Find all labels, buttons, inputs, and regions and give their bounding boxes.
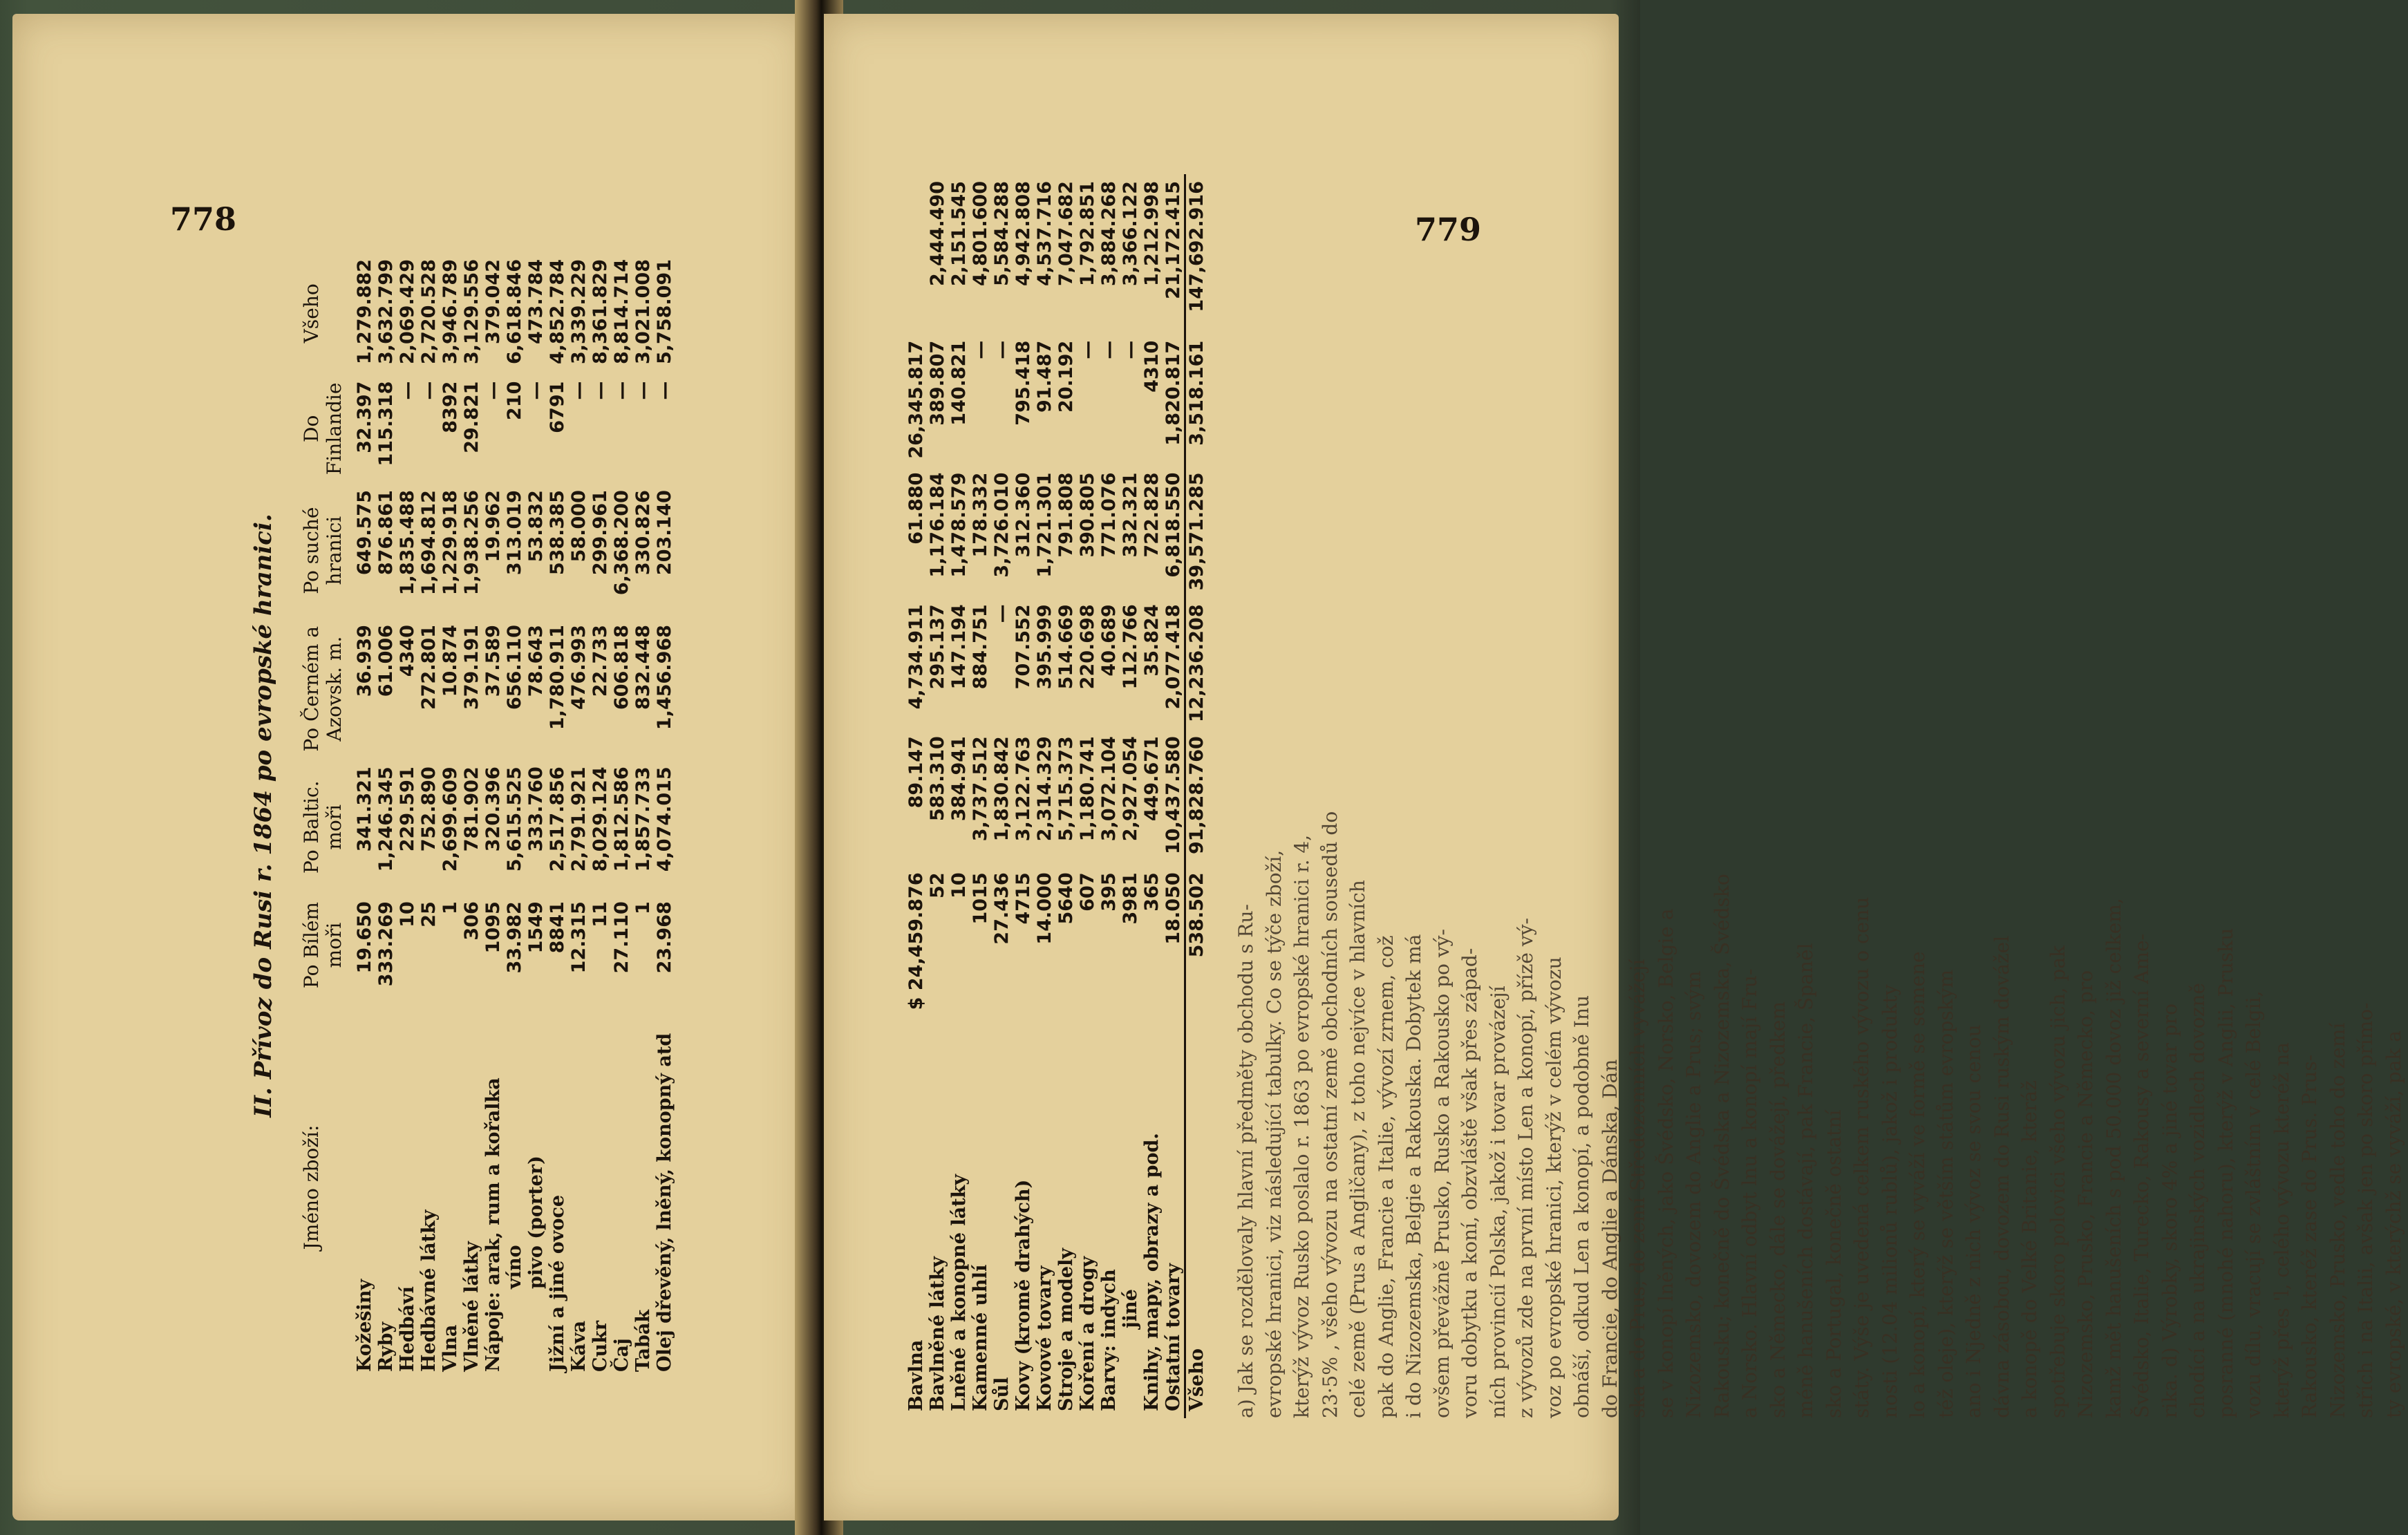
value-cell: 26,345.817: [905, 340, 927, 459]
text-line: Nizozemsko, dovozem do Anglie a Prus; svým: [1682, 970, 1705, 1418]
value-cell: 14.000: [1034, 872, 1055, 945]
value-cell: 20.192: [1055, 340, 1077, 413]
table-row: [547, 252, 568, 1379]
value-cell: 395: [1098, 872, 1120, 912]
value-cell: 35.824: [1141, 604, 1163, 677]
item-name: Ostatní tovary: [1163, 1263, 1184, 1411]
text-line: kterýž přes 'l, celého vývozu kteréž na: [2270, 1042, 2293, 1418]
value-cell: 5,715.373: [1055, 736, 1077, 842]
value-cell: 1015: [970, 872, 991, 925]
item-name: Kožešiny: [354, 1279, 375, 1372]
value-cell: 312.360: [1013, 472, 1034, 558]
text-line: celé země (Prus a Angličany), z toho nejvíce v hlavních: [1346, 880, 1369, 1418]
text-line: Nizozemsko, Prusko, Francie a Německo, pro: [2074, 970, 2097, 1418]
value-cell: 390.805: [1077, 472, 1098, 558]
value-cell: 781.902: [461, 766, 482, 852]
item-name: jiné: [1120, 1289, 1141, 1328]
value-cell: 656.110: [504, 625, 525, 710]
value-cell: 10: [397, 901, 418, 927]
value-cell: 6,618.846: [504, 259, 525, 365]
value-cell: 52: [927, 872, 948, 898]
value-cell: —: [482, 381, 504, 400]
value-cell: 1,229.918: [440, 490, 461, 596]
item-name: Lněné a konopné látky: [948, 1174, 970, 1411]
table-row: [1055, 174, 1077, 1418]
value-cell: 1,857.733: [632, 766, 654, 872]
value-cell: 4715: [1013, 872, 1034, 925]
value-cell: 2,517.856: [547, 766, 568, 872]
text-line: sko a Portugal, konečně ostatní: [1822, 1109, 1845, 1418]
item-name: Hedbávné látky: [418, 1209, 440, 1372]
value-cell: 1,835.488: [397, 490, 418, 596]
item-name: Kovové tovary: [1034, 1265, 1055, 1411]
value-cell: 12,236.208: [1185, 597, 1208, 729]
left-page: [12, 14, 807, 1520]
value-cell: 1,478.579: [948, 472, 970, 578]
value-cell: 23.968: [654, 901, 675, 974]
value-cell: 6,368.200: [611, 490, 632, 596]
column-header: Po Baltic. moři: [300, 780, 346, 874]
value-cell: 4,537.716: [1034, 181, 1055, 287]
value-cell: 607: [1077, 872, 1098, 912]
value-cell: 8,361.829: [590, 259, 611, 365]
text-line: a konopě do Velké Britanie, kteráž: [2018, 1080, 2041, 1418]
item-name: Cukr: [590, 1320, 611, 1372]
value-cell: —: [525, 381, 547, 400]
value-cell: 384.941: [948, 736, 970, 822]
value-cell: —: [397, 381, 418, 400]
value-cell: 3,946.789: [440, 259, 461, 365]
value-cell: 8392: [440, 381, 461, 433]
table-row: [375, 252, 397, 1379]
value-cell: 4,734.911: [905, 604, 927, 710]
value-cell: 2,077.418: [1163, 604, 1184, 710]
value-cell: —: [1098, 340, 1120, 359]
value-cell: 4,942.808: [1013, 181, 1034, 287]
value-cell: 37.589: [482, 625, 504, 697]
value-cell: 1,780.911: [547, 625, 568, 731]
value-cell: 649.575: [354, 490, 375, 576]
value-cell: 3,129.556: [461, 259, 482, 365]
table-row: [611, 252, 632, 1379]
table-title: II. Přívoz do Rusi r. 1864 po evropské hranici.: [250, 514, 277, 1118]
table-row: [970, 174, 991, 1418]
table-row: [948, 174, 970, 1418]
value-cell: 4310: [1141, 340, 1163, 393]
value-cell: 272.801: [418, 625, 440, 710]
column-header: Po Bílém moři: [300, 902, 346, 989]
value-cell: 389.807: [927, 340, 948, 426]
value-cell: 11: [590, 901, 611, 927]
value-cell: 1,721.301: [1034, 472, 1055, 578]
value-cell: 5,584.288: [991, 181, 1013, 287]
page-number: 778: [170, 200, 237, 238]
value-cell: 4,074.015: [654, 766, 675, 872]
value-cell: 1: [440, 901, 461, 915]
table-row: [440, 252, 461, 1379]
table-row: [354, 252, 375, 1379]
value-cell: 3,072.104: [1098, 736, 1120, 842]
table-row: [905, 174, 927, 1418]
value-cell: 3,518.161: [1185, 334, 1208, 466]
value-cell: 2,927.054: [1120, 736, 1141, 842]
table-row: [991, 174, 1013, 1418]
value-cell: 1,180.741: [1077, 736, 1098, 842]
item-name: Koření a drogy: [1077, 1256, 1098, 1411]
left-rotated-content: [247, 252, 787, 1379]
value-cell: 8,029.124: [590, 766, 611, 872]
value-cell: 178.332: [970, 472, 991, 558]
value-cell: 333.269: [375, 901, 397, 987]
value-cell: 449.671: [1141, 736, 1163, 822]
value-cell: 210: [504, 381, 525, 420]
value-cell: 140.821: [948, 340, 970, 426]
item-name: Nápoje: arak, rum a kořalka: [482, 1077, 504, 1372]
value-cell: 395.999: [1034, 604, 1055, 690]
value-cell: 583.310: [927, 736, 948, 822]
value-cell: 299.961: [590, 490, 611, 576]
value-cell: 1: [632, 901, 654, 915]
value-cell: 1095: [482, 901, 504, 954]
value-cell: 379.191: [461, 625, 482, 710]
item-name: Tabák: [632, 1309, 654, 1372]
table-row: [568, 252, 590, 1379]
value-cell: 5640: [1055, 872, 1077, 925]
value-cell: 3,122.763: [1013, 736, 1034, 842]
value-cell: 2,720.528: [418, 259, 440, 365]
value-cell: 1,212.998: [1141, 181, 1163, 287]
value-cell: 203.140: [654, 490, 675, 576]
item-name: víno: [504, 1245, 525, 1289]
value-cell: 1,279.882: [354, 259, 375, 365]
import-table-continued: [905, 174, 1207, 1418]
text-line: méně hanušeních dostávají, pak Francie, Španěl: [1794, 943, 1817, 1418]
value-cell: 89.147: [905, 736, 927, 809]
value-cell: 514.669: [1055, 604, 1077, 690]
table-row: [1120, 174, 1141, 1418]
value-cell: 1,246.345: [375, 766, 397, 872]
column-header: Všeho: [300, 283, 323, 343]
value-cell: 2,699.609: [440, 766, 461, 872]
text-line: Rakousku; konečně do Švédska a Nizozemska, Švédsko: [1710, 874, 1733, 1418]
table-row: [1141, 174, 1163, 1418]
value-cell: 36.939: [354, 625, 375, 697]
column-header: Po suché hranici: [300, 507, 346, 594]
value-cell: 32.397: [354, 381, 375, 453]
value-cell: 3,884.268: [1098, 181, 1120, 287]
value-cell: 832.448: [632, 625, 654, 710]
text-line: a) Jak se rozdělovaly hlavní předměty obchodu s Ru-: [1234, 904, 1257, 1418]
text-line: vozu dílu, vracují se zvláštním v celé Belgii,: [2242, 990, 2265, 1418]
value-cell: 365: [1141, 872, 1163, 912]
column-header: Po Černém a Azovsk. m.: [300, 625, 346, 752]
value-cell: 876.861: [375, 490, 397, 576]
value-cell: 3,339.229: [568, 259, 590, 365]
text-line: ska a do Prus; do zemí Středozemních vyvážejí: [1626, 959, 1649, 1418]
value-cell: 18.050: [1163, 872, 1184, 945]
value-cell: 1,176.184: [927, 472, 948, 578]
text-line: ovšem převážně Prusko, Rusko a Rakousko po vý-: [1430, 929, 1454, 1418]
text-line: spotřebuje skoro polovici všeho vývozu jich, pak: [2046, 945, 2069, 1418]
value-cell: 1549: [525, 901, 547, 954]
table-row: [927, 174, 948, 1418]
value-cell: 6791: [547, 381, 568, 433]
value-cell: —: [991, 340, 1013, 359]
value-cell: —: [590, 381, 611, 400]
value-cell: 39,571.285: [1185, 466, 1208, 598]
table-row: [461, 252, 482, 1379]
right-rotated-content: [905, 174, 2405, 1418]
value-cell: 6,818.550: [1163, 472, 1184, 578]
item-name: Olej dřevěný, lněný, konopný atd: [654, 1033, 675, 1372]
table-row: [504, 252, 525, 1379]
value-cell: 147,692.916: [1185, 174, 1208, 334]
value-cell: $ 24,459.876: [905, 872, 927, 1010]
value-cell: 2,314.329: [1034, 736, 1055, 842]
text-line: dávna zásobou, dovozem do Rusi ruským dovážel: [1990, 935, 2013, 1418]
value-cell: 476.993: [568, 625, 590, 710]
item-name: Hedbáví: [397, 1286, 418, 1372]
text-line: chodící a na ukrajinských vozidlech dovozně: [2186, 983, 2209, 1418]
value-cell: 379.042: [482, 259, 504, 344]
value-cell: —: [991, 604, 1013, 623]
table-row: [590, 252, 611, 1379]
value-cell: 771.076: [1098, 472, 1120, 558]
value-cell: 78.643: [525, 625, 547, 697]
value-cell: 538.385: [547, 490, 568, 576]
item-name: Knihy, mapy, obrazy a pod.: [1141, 1133, 1163, 1411]
value-cell: 91,828.760: [1185, 729, 1208, 865]
value-cell: 10: [948, 872, 970, 898]
value-cell: —: [654, 381, 675, 400]
item-name: Vlněné látky: [461, 1241, 482, 1372]
value-cell: 21,172.415: [1163, 181, 1184, 299]
item-name: Jižní a jiné ovoce: [547, 1194, 568, 1372]
value-cell: 2,069.429: [397, 259, 418, 365]
value-cell: —: [632, 381, 654, 400]
value-cell: 112.766: [1120, 604, 1141, 690]
text-line: též oleje), kterýž se větším státům evropským: [1934, 969, 1957, 1418]
value-cell: 795.418: [1013, 340, 1034, 426]
text-line: Nizozemsko, Prusko, vedle toho do zemí: [2326, 1022, 2349, 1418]
value-cell: 19.650: [354, 901, 375, 974]
text-line: Rakousko, kteréž zase do Prus. Prus-: [2298, 1054, 2321, 1418]
value-cell: 295.137: [927, 604, 948, 690]
table-row: [418, 252, 440, 1379]
value-cell: 147.194: [948, 604, 970, 690]
value-cell: 220.698: [1077, 604, 1098, 690]
item-name: Bavlna: [905, 1339, 927, 1411]
value-cell: 91.487: [1034, 340, 1055, 413]
text-line: se v konopí lněných, jako Švédsko, Norsko, Belgie a: [1654, 908, 1677, 1418]
value-cell: 538.502: [1185, 865, 1208, 1017]
text-line: 23·5% , všeho vývozu na ostatní země obchodních sousedů do: [1318, 811, 1342, 1418]
value-cell: 7,047.682: [1055, 181, 1077, 287]
text-line: Švédsko, Italie, Turecko, Rakousy a severní Ame-: [2130, 933, 2153, 1418]
table-row: [1034, 174, 1055, 1418]
value-cell: 333.760: [525, 766, 547, 852]
item-name: Káva: [568, 1320, 590, 1372]
item-name: Bavlněné látky: [927, 1256, 948, 1411]
value-cell: 5,758.091: [654, 259, 675, 365]
value-cell: 2,444.490: [927, 181, 948, 287]
value-cell: 2,791.921: [568, 766, 590, 872]
table-row: [1163, 174, 1185, 1418]
text-line: evropské hranici, viz následující tabulky. Co se týče zboží,: [1262, 849, 1286, 1418]
value-cell: 3,726.010: [991, 472, 1013, 578]
text-line: ano i Njedně z nich vývoz se svou cenou: [1962, 1024, 1985, 1418]
value-cell: 707.552: [1013, 604, 1034, 690]
value-cell: 25: [418, 901, 440, 927]
table-body: [354, 252, 675, 1379]
text-line: nosti (12.04 milionů rublů), jakož i produkty: [1878, 984, 1901, 1418]
value-cell: 58.000: [568, 490, 590, 563]
item-name: Všeho: [1185, 1017, 1208, 1418]
table-body: [905, 174, 1207, 1418]
text-line: do Francie, do Anglie a Dánska, Dán: [1598, 1059, 1621, 1418]
table-row: [1013, 174, 1034, 1418]
value-cell: 3,366.122: [1120, 181, 1141, 287]
value-cell: 40.689: [1098, 604, 1120, 677]
value-cell: 1,456.968: [654, 625, 675, 731]
value-cell: 22.733: [590, 625, 611, 697]
text-line: voru dobytku a koní, obzvláště však přes západ-: [1458, 948, 1481, 1418]
value-cell: 1,792.851: [1077, 181, 1098, 287]
value-cell: 4,801.600: [970, 181, 991, 287]
value-cell: —: [568, 381, 590, 400]
text-line: lo a konopí, který se vyváží ve formě se semene: [1906, 951, 1929, 1418]
value-cell: —: [611, 381, 632, 400]
table-row: [397, 252, 418, 1379]
value-cell: —: [1120, 340, 1141, 359]
text-line: z vývozů zde na první místo Len a konopí, přízě vý-: [1514, 918, 1537, 1418]
text-line: kamž mět hanušeních s pod 50.000 dovoz již celkem,: [2102, 898, 2125, 1418]
value-cell: 1,812.586: [611, 766, 632, 872]
table-row: [632, 252, 654, 1379]
value-cell: 115.318: [375, 381, 397, 467]
value-cell: 1,938.256: [461, 490, 482, 596]
text-line: i do Nizozemska, Belgie a Rakouska. Dobytek má: [1402, 934, 1425, 1418]
value-cell: 4340: [397, 625, 418, 677]
value-cell: 332.321: [1120, 472, 1141, 558]
value-cell: 3,632.799: [375, 259, 397, 365]
column-header: Jméno zboží:: [300, 1124, 323, 1250]
item-name: Barvy: indych: [1098, 1269, 1120, 1411]
item-name: Stroje a modely: [1055, 1247, 1077, 1411]
value-cell: 1,694.812: [418, 490, 440, 596]
value-cell: 752.890: [418, 766, 440, 852]
table-row: [1098, 174, 1120, 1418]
value-cell: 229.591: [397, 766, 418, 852]
value-cell: 3981: [1120, 872, 1141, 925]
value-cell: 10,437.580: [1163, 736, 1184, 854]
text-line: kterýž vývoz Rusko poslalo r. 1863 po evropské hranici r. 4,: [1290, 834, 1313, 1418]
value-cell: —: [418, 381, 440, 400]
item-name: pivo (porter): [525, 1156, 547, 1289]
text-line: ty evropské, v kterýchž se vyváží, pak a: [2382, 1030, 2405, 1418]
value-cell: 4,852.784: [547, 259, 568, 365]
value-cell: 606.818: [611, 625, 632, 710]
value-cell: 27.110: [611, 901, 632, 974]
import-table: [300, 252, 675, 1379]
value-cell: 313.019: [504, 490, 525, 576]
value-cell: 8841: [547, 901, 568, 954]
value-cell: 8,814.714: [611, 259, 632, 365]
value-cell: 473.784: [525, 259, 547, 344]
value-cell: 722.828: [1141, 472, 1163, 558]
value-cell: 1,820.817: [1163, 340, 1184, 446]
value-cell: 3,021.008: [632, 259, 654, 365]
table-row: [1185, 174, 1208, 1418]
value-cell: 5,615.525: [504, 766, 525, 872]
value-cell: 53.832: [525, 490, 547, 563]
value-cell: 2,151.545: [948, 181, 970, 287]
table-header: [300, 252, 346, 1379]
column-header: Do Finlandie: [300, 382, 346, 475]
table-row: [525, 252, 547, 1379]
text-line: a Norsko. Hlavní odbyt lnu a konopí mají Fru-: [1738, 968, 1761, 1418]
text-line: střích i na Italii, avšak jen po skoro přímo-: [2354, 1002, 2377, 1418]
value-cell: 1,830.842: [991, 736, 1013, 842]
item-name: Ryby: [375, 1321, 397, 1372]
text-line: sko a Německo, dále se dovážejí, předkem: [1766, 1001, 1789, 1418]
value-cell: 3,737.512: [970, 736, 991, 842]
right-page: [824, 14, 2405, 1520]
value-cell: 27.436: [991, 872, 1013, 945]
running-text: [1232, 174, 2408, 1418]
value-cell: —: [970, 340, 991, 359]
value-cell: 330.826: [632, 490, 654, 576]
value-cell: 306: [461, 901, 482, 941]
item-name: Kovy (kromě drahých): [1013, 1179, 1034, 1411]
item-name: Kamenné uhlí: [970, 1264, 991, 1411]
text-line: voz po evropské hranici, kterýž v celém vývozu: [1542, 957, 1565, 1418]
value-cell: 61.880: [905, 472, 927, 545]
item-name: Čaj: [611, 1338, 632, 1372]
page-number: 779: [1415, 211, 1482, 248]
text-line: ních provincií Polska, jakož i tovar provázejí: [1486, 986, 1509, 1418]
value-cell: 33.982: [504, 901, 525, 974]
text-line: posranné (mnohé nahoru), kterýž v Anglii, Prusku: [2214, 927, 2237, 1418]
text-line: obnáší, odkud Len a konopí, a podobně Inu: [1570, 995, 1593, 1418]
table-row: [654, 252, 675, 1379]
item-name: Vlna: [440, 1324, 461, 1372]
text-line: rika. d) Výrobky, skoro 4% a jiné tovar pro: [2158, 1004, 2181, 1418]
value-cell: 320.396: [482, 766, 504, 852]
value-cell: 791.808: [1055, 472, 1077, 558]
value-cell: 10.874: [440, 625, 461, 697]
table-row: [1077, 174, 1098, 1418]
value-cell: 29.821: [461, 381, 482, 453]
table-row: [482, 252, 504, 1379]
text-line: pak do Anglie, Francie a Italie, vývozí zrnem, což: [1374, 935, 1398, 1418]
value-cell: —: [1077, 340, 1098, 359]
value-cell: 884.751: [970, 604, 991, 690]
value-cell: 12.315: [568, 901, 590, 974]
item-name: Sůl: [991, 1377, 1013, 1411]
value-cell: 341.321: [354, 766, 375, 852]
value-cell: 61.006: [375, 625, 397, 697]
value-cell: 19.962: [482, 490, 504, 563]
text-line: státy. Výše je uvedená celkem ruského vývozu o cenu: [1850, 896, 1873, 1418]
